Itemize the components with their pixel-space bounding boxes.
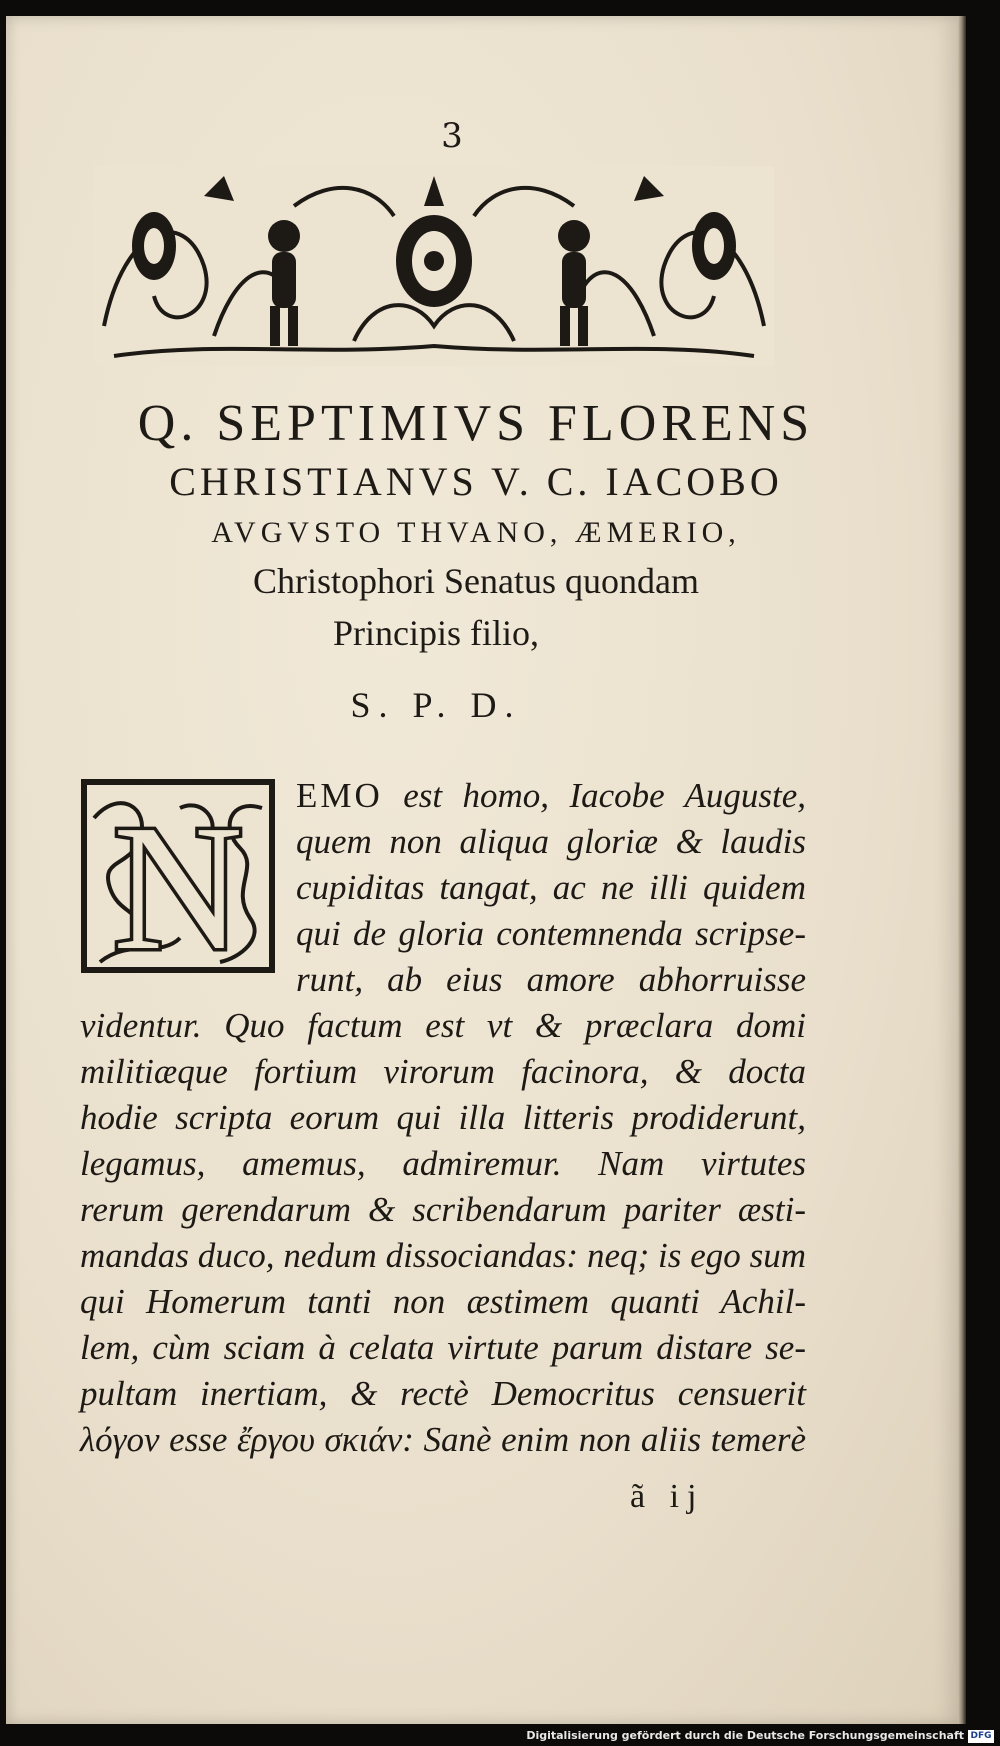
body-line-2: quem non aliqua gloriæ & laudis — [296, 822, 806, 861]
signature-mark: ã ij — [630, 1478, 705, 1515]
body-line-12: qui Homerum tanti non æstimem quanti Achil- — [80, 1282, 806, 1321]
page-edge — [958, 16, 966, 1724]
body-line-11: mandas duco, nedum dissociandas: neq; is ego sum — [80, 1236, 806, 1275]
page-number: 3 — [441, 116, 463, 156]
body-line-8: hodie scripta eorum qui illa litteris prodiderunt, — [80, 1098, 806, 1137]
body-line-3: cupiditas tangat, ac ne illi quidem — [296, 868, 806, 907]
digitization-credit: Digitalisierung gefördert durch die Deutsche Forschungsgemeinschaft — [526, 1729, 964, 1742]
body-line-4: qui de gloria contemnenda scripse- — [296, 914, 806, 953]
body-line-1: EMO est homo, Iacobe Auguste, — [296, 776, 806, 815]
initial-letter: N — [113, 788, 243, 974]
body-line-6: videntur. Quo factum est vt & præclara domi — [80, 1006, 806, 1045]
body-line-10: rerum gerendarum & scribendarum pariter æsti- — [80, 1190, 806, 1229]
heading-line-4: Christophori Senatus quondam — [253, 561, 699, 601]
heading-line-5: Principis filio, — [333, 613, 539, 653]
heading-line-6: S. P. D. — [350, 685, 522, 725]
body-line-7: militiæque fortium virorum facinora, & docta — [80, 1052, 806, 1091]
heading-line-1: Q. SEPTIMIVS FLORENS — [137, 395, 815, 452]
body-line-14: pultam inertiam, & rectè Democritus censuerit — [80, 1374, 806, 1413]
dfg-logo-icon: DFG — [968, 1730, 994, 1743]
body-line-13: lem, cùm sciam à celata virtute parum distare se- — [80, 1328, 806, 1367]
book-page — [6, 16, 958, 1724]
headpiece-ornament — [94, 166, 774, 366]
heading-line-3: AVGVSTO THVANO, ÆMERIO, — [211, 516, 741, 549]
body-line-15: λόγον esse ἔργου σκιάν: Sanè enim non aliis temerè — [80, 1420, 806, 1459]
heading-line-2: CHRISTIANVS V. C. IACOBO — [169, 459, 783, 504]
decorated-initial — [80, 778, 276, 974]
body-line-9: legamus, amemus, admiremur. Nam virtutes — [80, 1144, 806, 1183]
body-line-5: runt, ab eius amore abhorruisse — [296, 960, 806, 999]
